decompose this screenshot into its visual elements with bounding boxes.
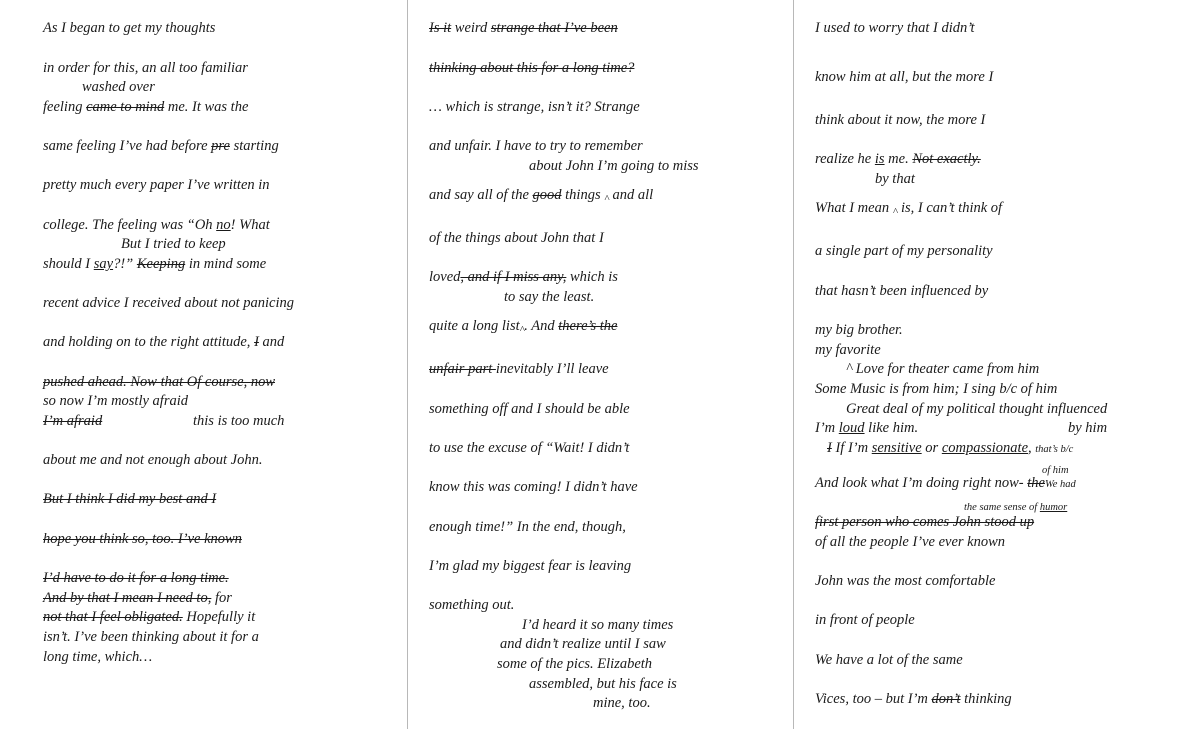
line-text: I used to worry that I didn’t (815, 20, 975, 36)
struck-text: unfair part (429, 361, 496, 377)
caret-mark: ^ (604, 193, 609, 205)
line-text: We have a lot of the same (815, 652, 963, 668)
manuscript-line (429, 186, 653, 208)
struck-text: pre (211, 138, 230, 154)
manuscript-line (815, 572, 995, 590)
line-text: by him (1068, 420, 1108, 436)
line-text: isn’t. I’ve been thinking about it for a (43, 629, 259, 645)
struck-text: I (827, 440, 832, 456)
line-text: a single part of my personality (815, 243, 993, 259)
line-text: We had (1044, 479, 1076, 490)
line-text: the same sense of (964, 502, 1040, 513)
manuscript-line (1068, 419, 1107, 437)
manuscript-line (846, 400, 1107, 418)
caret-mark: ^ (519, 324, 525, 336)
line-text: and holding on to the right attitude, (43, 334, 255, 350)
line-text: loved (429, 269, 461, 285)
manuscript-line (522, 616, 673, 634)
manuscript-line (43, 216, 270, 234)
manuscript-line (43, 255, 266, 273)
manuscript-line (815, 282, 988, 300)
struck-text: not that I feel obligated. (43, 609, 183, 625)
line-text: weird (451, 20, 491, 36)
underlined-text: no (216, 217, 231, 233)
manuscript-line (429, 229, 604, 247)
manuscript-line (815, 513, 1034, 531)
line-text: , (1028, 440, 1036, 456)
manuscript-line (827, 439, 1073, 457)
manuscript-line (815, 380, 1057, 398)
underlined-text: compassionate (941, 440, 1028, 456)
manuscript-line (815, 533, 1005, 551)
line-text: assembled, but his face is (529, 676, 677, 692)
underlined-text: loud (838, 420, 865, 436)
manuscript-line (815, 19, 975, 37)
line-text: pretty much every paper I’ve written in (43, 177, 270, 193)
line-text: But I tried to keep (121, 236, 226, 252)
line-text: like him. (864, 420, 919, 436)
line-text: Some Music is from him; I sing b/c of him (815, 381, 1058, 397)
line-text: ! What (230, 217, 270, 233)
manuscript-line (815, 611, 915, 629)
manuscript-line (846, 360, 1039, 378)
line-text: or (921, 440, 942, 456)
line-text: some of the pics. Elizabeth (497, 656, 653, 672)
manuscript-line (43, 392, 188, 410)
struck-text: I (254, 334, 259, 350)
text-column-3 (794, 0, 1200, 729)
line-text: to use the excuse of “Wait! I didn’t (429, 440, 630, 456)
line-text: for (211, 590, 232, 606)
line-text: think about it now, the more I (815, 112, 986, 128)
line-text: know this was coming! I didn’t have (429, 479, 638, 495)
line-text: my big brother. (815, 322, 903, 338)
struck-text: But I think I did my best and I (43, 491, 217, 507)
line-text: Hopefully it (182, 609, 256, 625)
manuscript-line (429, 268, 618, 286)
line-text: As I began to get my thoughts (43, 20, 216, 36)
manuscript-line (815, 321, 903, 339)
manuscript-line (504, 288, 594, 306)
line-text: that hasn’t been influenced by (815, 283, 989, 299)
line-text: same feeling I’ve had before (43, 138, 212, 154)
manuscript-line (529, 675, 677, 693)
manuscript-line (43, 569, 229, 587)
struck-text: I’m afraid (43, 413, 103, 429)
manuscript-line (815, 419, 918, 437)
line-text: in mind some (185, 256, 267, 272)
line-text: and unfair. I have to try to remember (429, 138, 643, 154)
manuscript-line (43, 451, 263, 469)
manuscript-line (529, 157, 699, 175)
line-text: is, I can’t think of (897, 200, 1003, 216)
line-text: If I’m (831, 440, 872, 456)
line-text: should I (43, 256, 94, 272)
line-text: which is (566, 269, 618, 285)
struck-text: , and if I miss any, (460, 269, 567, 285)
line-text: of the things about John that I (429, 230, 604, 246)
line-text: and say all of the (429, 187, 533, 203)
line-text: ?!” (113, 256, 137, 272)
manuscript-line (429, 98, 640, 116)
manuscript-line (43, 589, 232, 607)
manuscript-line (815, 242, 993, 260)
line-text: of him (1042, 465, 1069, 476)
line-text: so now I’m mostly afraid (43, 393, 188, 409)
line-text: something off and I should be able (429, 401, 630, 417)
line-text: in order for this, an all too familiar (43, 60, 248, 76)
line-text: I’m glad my biggest fear is leaving (429, 558, 632, 574)
line-text: And look what I’m doing right now- (815, 475, 1028, 491)
line-text: that’s b/c (1035, 444, 1074, 455)
manuscript-line (43, 98, 248, 116)
line-text: washed over (82, 79, 155, 95)
underlined-text: sensitive (871, 440, 922, 456)
manuscript-line (429, 360, 609, 378)
caret-mark: ^ (892, 206, 898, 218)
struck-text: there’s the (558, 318, 618, 334)
line-text: mine, too. (593, 695, 651, 711)
manuscript-line (875, 170, 915, 188)
line-text: enough time!” In the end, though, (429, 519, 626, 535)
line-text: and didn’t realize until I saw (500, 636, 666, 652)
line-text: and (258, 334, 285, 350)
struck-text: hope you think so, too. I’ve known (43, 531, 242, 547)
manuscript-line (429, 557, 631, 575)
manuscript-line (43, 628, 259, 646)
line-text: Great deal of my political thought influenced (846, 401, 1108, 417)
line-text: about John I’m going to miss (529, 158, 699, 174)
manuscript-line (815, 68, 993, 86)
line-text: realize he (815, 151, 875, 167)
struck-text: the (1027, 475, 1045, 491)
struck-text: thinking about this for a long time? (429, 60, 635, 76)
manuscript-line (429, 518, 626, 536)
struck-text: don’t (931, 691, 961, 707)
underlined-text: say (93, 256, 114, 272)
manuscript-line (43, 412, 102, 430)
line-text: college. The feeling was “Oh (43, 217, 217, 233)
manuscript-line (43, 19, 215, 37)
line-text: me. It was the (164, 99, 249, 115)
line-text: my favorite (815, 342, 881, 358)
line-text: I’d heard it so many times (522, 617, 674, 633)
struck-text: good (532, 187, 562, 203)
line-text: by that (875, 171, 915, 187)
struck-text: Is it (429, 20, 452, 36)
struck-text: pushed ahead. Now that Of course, now (43, 374, 275, 390)
line-text: . And (524, 318, 559, 334)
line-text: thinking (960, 691, 1012, 707)
manuscript-line (193, 412, 284, 430)
line-text: recent advice I received about not panicing (43, 295, 294, 311)
struck-text: Keeping (136, 256, 186, 272)
manuscript-line (815, 150, 981, 168)
line-text: about me and not enough about John. (43, 452, 263, 468)
struck-text: And by that I mean I need to, (43, 590, 212, 606)
line-text: ^ Love for theater came from him (846, 361, 1040, 377)
manuscript-line (429, 400, 630, 418)
manuscript-line (82, 78, 155, 96)
manuscript-line (815, 690, 1012, 708)
line-text: quite a long list (429, 318, 520, 334)
manuscript-line (497, 655, 652, 673)
manuscript-line (43, 648, 152, 666)
line-text: me. (884, 151, 913, 167)
manuscript-line (43, 333, 284, 351)
line-text: to say the least. (504, 289, 595, 305)
line-text: starting (229, 138, 279, 154)
manuscript-line (121, 235, 226, 253)
manuscript-line (815, 341, 881, 359)
manuscript-line (43, 530, 242, 548)
manuscript-line (43, 176, 270, 194)
struck-text: first person who comes John stood up (815, 514, 1035, 530)
line-text: things (561, 187, 605, 203)
manuscript-line (43, 137, 279, 155)
line-text: something out. (429, 597, 515, 613)
manuscript-line (429, 137, 643, 155)
manuscript-line (429, 317, 617, 339)
manuscript-line (43, 373, 275, 391)
struck-text: strange that I’ve been (490, 20, 618, 36)
struck-text: Not exactly. (912, 151, 981, 167)
underlined-text: humor (1039, 502, 1068, 513)
line-text: long time, which… (43, 649, 153, 665)
manuscript-line (429, 478, 638, 496)
underlined-text: is (874, 151, 885, 167)
manuscript-line (815, 199, 1002, 221)
struck-text: I’d have to do it for a long time. (43, 570, 229, 586)
manuscript-line (815, 651, 963, 669)
line-text: John was the most comfortable (815, 573, 996, 589)
manuscript-line (43, 59, 248, 77)
manuscript-line (43, 490, 216, 508)
manuscript-line (429, 439, 629, 457)
line-text: know him at all, but the more I (815, 69, 994, 85)
line-text: inevitably I’ll leave (495, 361, 609, 377)
line-text: this is too much (193, 413, 285, 429)
text-column-2 (408, 0, 793, 729)
manuscript-line (500, 635, 666, 653)
manuscript-line (815, 474, 1076, 492)
line-text: of all the people I’ve ever known (815, 534, 1006, 550)
line-text: feeling (43, 99, 87, 115)
manuscript-line (815, 111, 985, 129)
manuscript-line (429, 596, 514, 614)
manuscript-line (43, 294, 294, 312)
struck-text: came to mind (86, 99, 165, 115)
line-text: I’m (815, 420, 839, 436)
line-text: and all (608, 187, 654, 203)
text-column-1 (0, 0, 407, 729)
line-text: What I mean (815, 200, 893, 216)
manuscript-line (429, 19, 618, 37)
manuscript-line (43, 608, 255, 626)
line-text: Vices, too – but I’m (815, 691, 932, 707)
manuscript-line (429, 59, 634, 77)
line-text: … which is strange, isn’t it? Strange (429, 99, 640, 115)
line-text: in front of people (815, 612, 915, 628)
manuscript-line (593, 694, 651, 712)
